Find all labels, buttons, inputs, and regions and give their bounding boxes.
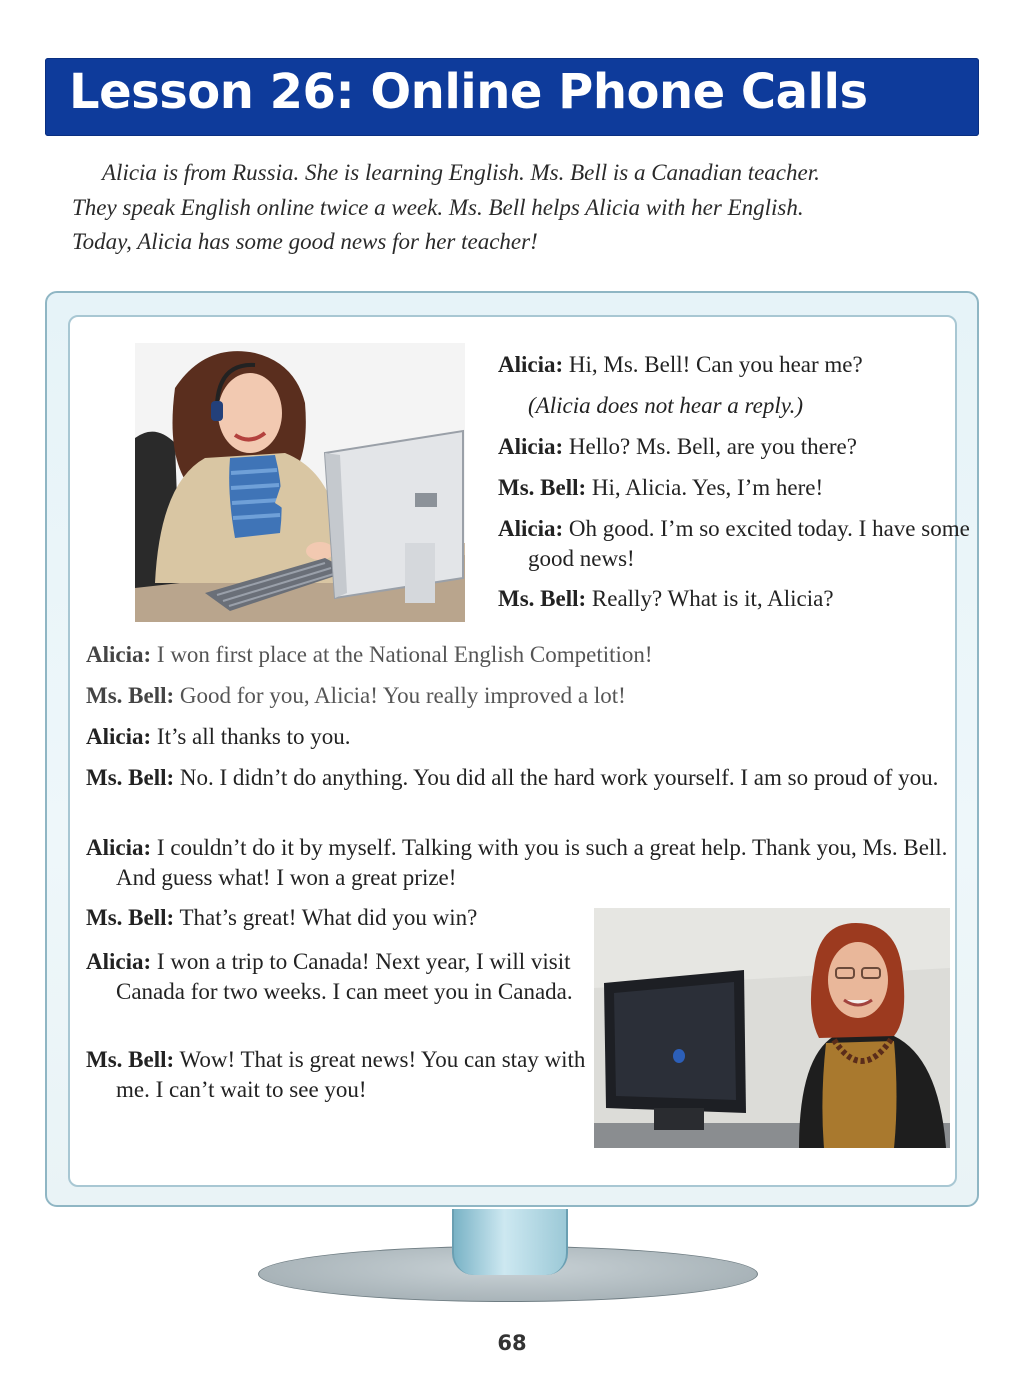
- lesson-title: Lesson 26: Online Phone Calls: [69, 64, 868, 120]
- dialogue-text: No. I didn’t do anything. You did all the hard work yourself. I am so proud of you.: [179, 765, 939, 790]
- intro-paragraph: [72, 156, 982, 260]
- dialogue-line: [86, 833, 962, 893]
- dialogue-text: (Alicia does not hear a reply.): [528, 393, 804, 418]
- alicia-illustration: [135, 343, 465, 622]
- speaker-name: Ms. Bell:: [86, 905, 175, 930]
- speaker-name: Alicia:: [498, 352, 564, 377]
- dialogue-line: [86, 947, 594, 1007]
- dialogue-text: Wow! That is great news! You can stay with me. I can’t wait to see you!: [116, 1047, 586, 1102]
- speaker-name: Alicia:: [86, 724, 152, 749]
- speaker-name: Alicia:: [498, 516, 564, 541]
- dialogue-line: [86, 722, 946, 752]
- speaker-name: Alicia:: [86, 835, 152, 860]
- dialogue-line: [86, 903, 586, 933]
- page-number: 68: [497, 1331, 527, 1355]
- dialogue-text: Hello? Ms. Bell, are you there?: [568, 434, 857, 459]
- speaker-name: Alicia:: [498, 434, 564, 459]
- photo-ms-bell-at-computer: [594, 908, 950, 1148]
- dialogue-text: Hi, Ms. Bell! Can you hear me?: [568, 352, 863, 377]
- dialogue-text: I couldn’t do it by myself. Talking with you is such a great help. Thank you, Ms. Bell. And guess what! I won a great prize!: [116, 835, 948, 890]
- speaker-name: Alicia:: [86, 642, 152, 667]
- dialogue-text: I won first place at the National English Competition!: [156, 642, 653, 667]
- dialogue-line: [498, 584, 948, 614]
- stage-direction: [528, 391, 948, 421]
- dialogue-text: It’s all thanks to you.: [156, 724, 351, 749]
- ms-bell-illustration: [594, 908, 950, 1148]
- lesson-title-bar: [45, 58, 979, 136]
- dialogue-text: Really? What is it, Alicia?: [591, 586, 834, 611]
- intro-line: Alicia is from Russia. She is learning English. Ms. Bell is a Canadian teacher.: [102, 160, 820, 185]
- dialogue-line: [86, 681, 946, 711]
- photo-alicia-at-computer: [135, 343, 465, 622]
- speaker-name: Ms. Bell:: [86, 765, 175, 790]
- dialogue-line: [498, 432, 948, 462]
- speaker-name: Ms. Bell:: [498, 475, 587, 500]
- monitor-stand-neck: [452, 1209, 568, 1275]
- dialogue-line: [498, 350, 948, 380]
- dialogue-text: I won a trip to Canada! Next year, I will visit Canada for two weeks. I can meet you in Canada.: [116, 949, 573, 1004]
- dialogue-text: That’s great! What did you win?: [179, 905, 478, 930]
- speaker-name: Ms. Bell:: [498, 586, 587, 611]
- dialogue-line: [86, 1045, 614, 1105]
- intro-line: Today, Alicia has some good news for her teacher!: [72, 229, 538, 254]
- speaker-name: Alicia:: [86, 949, 152, 974]
- dialogue-text: Oh good. I’m so excited today. I have some good news!: [528, 516, 970, 571]
- dialogue-text: Hi, Alicia. Yes, I’m here!: [591, 475, 824, 500]
- speaker-name: Ms. Bell:: [86, 1047, 175, 1072]
- dialogue-line: [86, 640, 946, 670]
- dialogue-line: [86, 763, 962, 793]
- dialogue-text: Good for you, Alicia! You really improved a lot!: [179, 683, 626, 708]
- dialogue-line: [498, 473, 948, 503]
- dialogue-line: [498, 514, 974, 574]
- intro-line: They speak English online twice a week. Ms. Bell helps Alicia with her English.: [72, 194, 804, 220]
- speaker-name: Ms. Bell:: [86, 683, 175, 708]
